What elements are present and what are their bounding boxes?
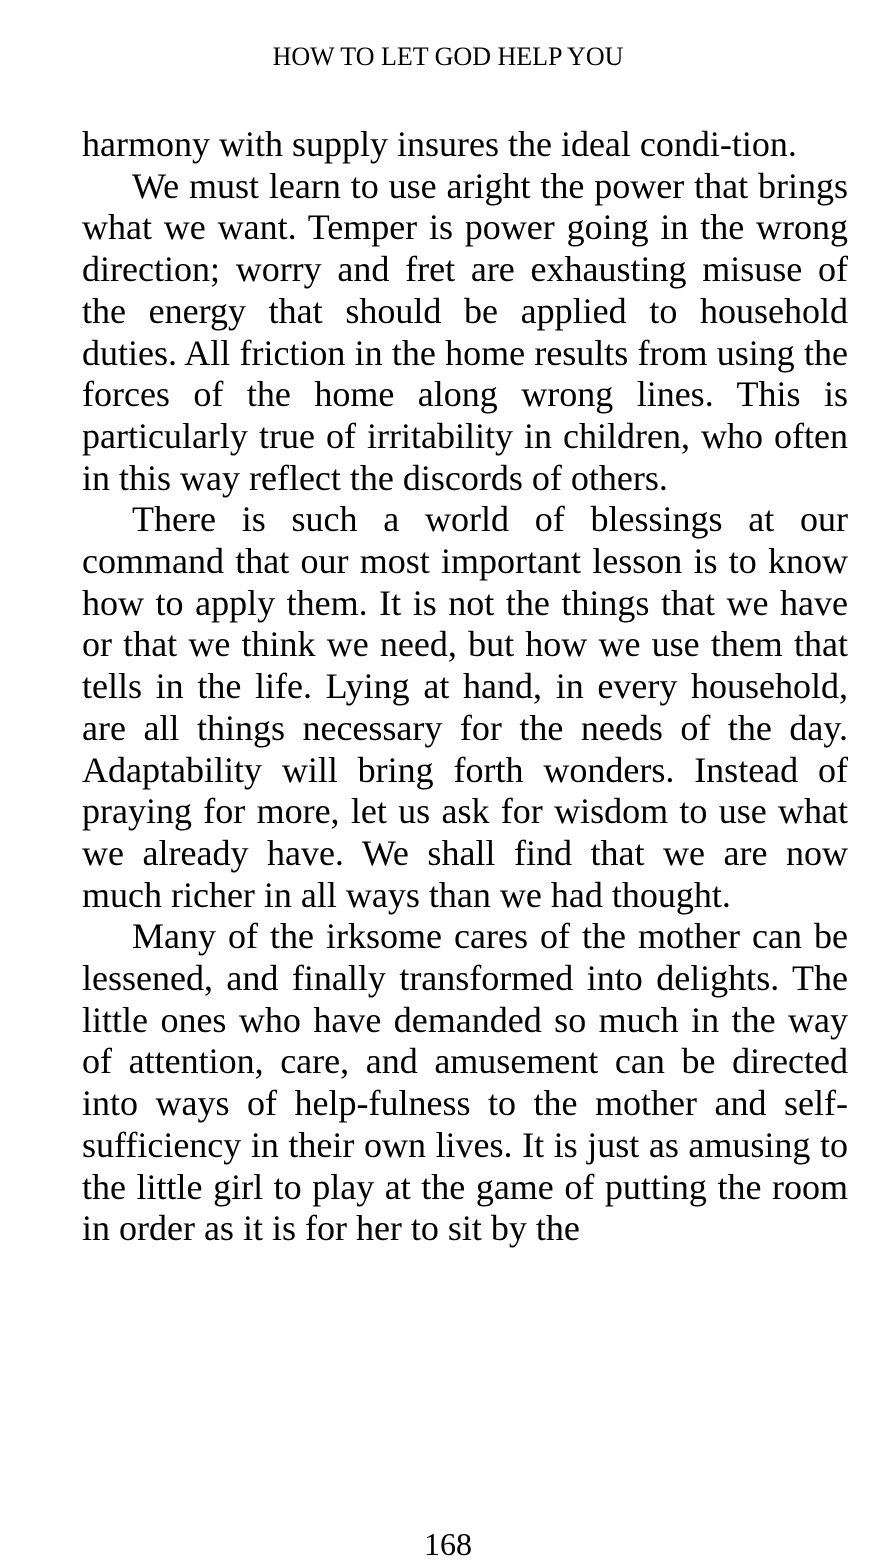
running-head: HOW TO LET GOD HELP YOU bbox=[272, 42, 624, 71]
paragraph-2: We must learn to use aright the power that brings what we want. Temper is power going in the wrong direction; worry and fret are exhausting misuse of the energy that should be applied to household duties. All friction in the home results from using the forces of the home along wrong lines. This is particularly true of irritability in children, who often in this way reflect the discords of others. bbox=[82, 165, 848, 498]
paragraph-4: Many of the irksome cares of the mother can be lessened, and finally transformed into delights. The little ones who have demanded so much in the way of attention, care, and amusement can be directed into ways of help-fulness to the mother and self-sufficiency in their own lives. It is just as amusing to the little girl to play at the game of putting the room in order as it is for her to sit by the bbox=[82, 916, 848, 1249]
page-body bbox=[82, 124, 848, 1250]
paragraph-1: harmony with supply insures the ideal condi-tion. bbox=[82, 124, 797, 164]
page-number: 168 bbox=[424, 1526, 472, 1562]
paragraph-3: There is such a world of blessings at our command that our most important lesson is to know how to apply them. It is not the things that we have or that we think we need, but how we use them that tells in the life. Lying at hand, in every household, are all things necessary for the needs of the day. Adaptability will bring forth wonders. Instead of praying for more, let us ask for wisdom to use what we already have. We shall find that we are now much richer in all ways than we had thought. bbox=[82, 499, 848, 915]
